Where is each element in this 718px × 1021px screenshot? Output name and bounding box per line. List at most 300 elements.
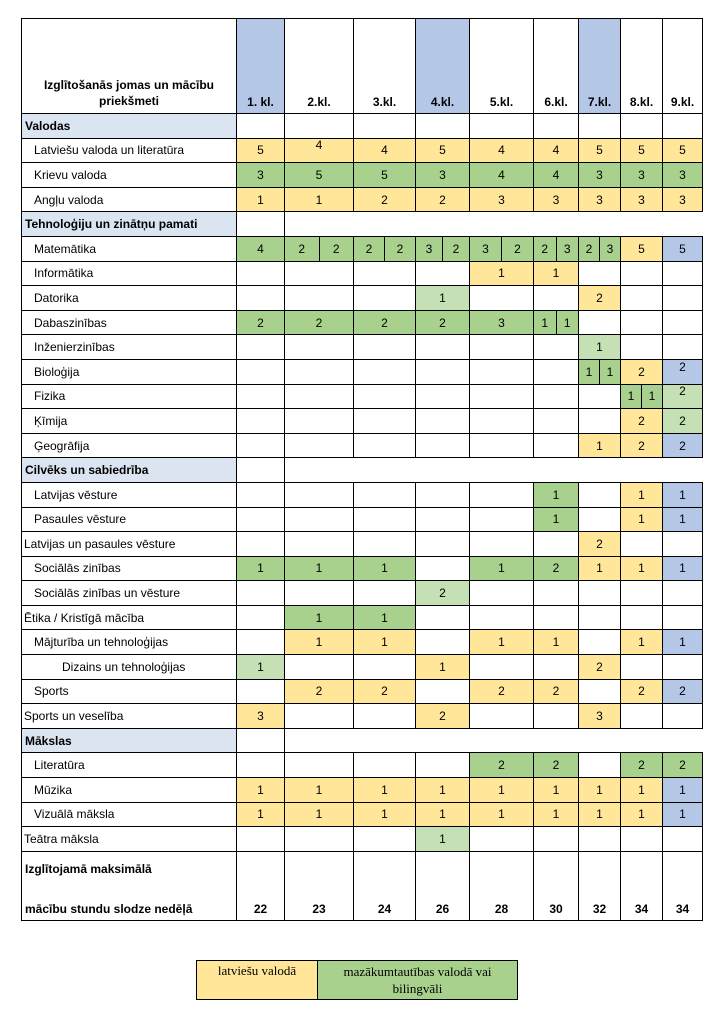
subject-row xyxy=(22,704,703,729)
hours-value: 1 xyxy=(679,512,686,527)
hours-value: 2 xyxy=(596,290,603,305)
hours-cell xyxy=(285,163,354,188)
hours-value: 2 xyxy=(679,758,686,773)
hours-cell xyxy=(579,482,621,507)
hours-cell xyxy=(621,138,663,163)
hours-value: 3 xyxy=(498,315,505,330)
subject-row xyxy=(22,556,703,581)
hours-value: 2 xyxy=(381,315,388,330)
hours-value: 1 xyxy=(439,832,446,847)
hours-cell xyxy=(579,679,621,704)
hours-cell xyxy=(534,704,579,729)
hours-cell xyxy=(285,433,354,458)
grade-header-1: 1. kl. xyxy=(237,19,285,114)
subject-row xyxy=(22,261,703,286)
hours-cell xyxy=(663,138,703,163)
hours-cell xyxy=(470,482,534,507)
hours-cell xyxy=(579,778,621,803)
hours-cell xyxy=(285,802,354,827)
section-title: Tehnoloģiju un zinātņu pamati xyxy=(22,212,237,237)
hours-cell xyxy=(354,753,416,778)
hours-value: 1 xyxy=(679,782,686,797)
hours-cell xyxy=(354,310,416,335)
hours-value: 2 xyxy=(498,758,505,773)
hours-cell xyxy=(416,605,470,630)
section-filler-cell xyxy=(621,458,663,483)
hours-cell xyxy=(354,261,416,286)
section-title: Cilvēks un sabiedrība xyxy=(22,458,237,483)
hours-cell xyxy=(621,433,663,458)
total-hours-cell: 22 xyxy=(237,886,285,921)
hours-value: 1 xyxy=(498,807,505,822)
grade-header-3: 3.kl. xyxy=(354,19,416,114)
total-hours-cell: 34 xyxy=(621,886,663,921)
hours-cell xyxy=(470,556,534,581)
subject-row xyxy=(22,359,703,384)
hours-cell xyxy=(354,507,416,532)
section-title: Valodas xyxy=(22,114,237,139)
hours-value: 4 xyxy=(552,143,560,158)
hours-cell xyxy=(285,409,354,434)
hours-cell xyxy=(579,163,621,188)
hours-value: 2 xyxy=(381,684,388,699)
split-hours-part: 2 xyxy=(319,237,354,261)
hours-cell xyxy=(534,163,579,188)
split-hours xyxy=(354,237,415,261)
totals-spacer-cell xyxy=(663,851,703,886)
hours-value: 1 xyxy=(439,290,446,305)
hours-cell xyxy=(354,532,416,557)
hours-value: 3 xyxy=(257,167,264,182)
hours-cell xyxy=(534,753,579,778)
hours-cell xyxy=(470,310,534,335)
hours-cell xyxy=(470,802,534,827)
subject-name: Ķīmija xyxy=(22,409,237,434)
hours-cell xyxy=(237,778,285,803)
hours-cell xyxy=(621,261,663,286)
hours-cell xyxy=(534,286,579,311)
subject-name: Teātra māksla xyxy=(22,827,237,852)
hours-value: 1 xyxy=(381,610,388,625)
hours-cell xyxy=(534,433,579,458)
subject-row xyxy=(22,655,703,680)
hours-cell xyxy=(470,187,534,212)
hours-value: 1 xyxy=(315,610,323,625)
hours-cell xyxy=(354,556,416,581)
hours-value: 1 xyxy=(381,635,388,650)
hours-value: 3 xyxy=(638,167,645,182)
hours-cell xyxy=(354,138,416,163)
hours-cell xyxy=(416,335,470,360)
subject-row xyxy=(22,581,703,606)
hours-cell xyxy=(285,236,354,261)
hours-cell xyxy=(354,778,416,803)
hours-value: 1 xyxy=(315,561,323,576)
hours-cell xyxy=(470,507,534,532)
section-filler-cell xyxy=(663,458,703,483)
hours-value: 2 xyxy=(439,586,446,601)
hours-cell xyxy=(534,310,579,335)
subject-row xyxy=(22,605,703,630)
hours-cell xyxy=(470,827,534,852)
hours-cell xyxy=(285,310,354,335)
split-hours xyxy=(621,385,662,409)
header-row xyxy=(22,19,703,114)
subject-row xyxy=(22,236,703,261)
hours-cell xyxy=(470,605,534,630)
hours-cell xyxy=(416,482,470,507)
section-row-valodas xyxy=(22,114,703,139)
hours-cell xyxy=(354,581,416,606)
subject-name: Latviešu valoda un literatūra xyxy=(22,138,237,163)
hours-cell xyxy=(285,187,354,212)
hours-cell xyxy=(237,384,285,409)
hours-cell xyxy=(237,704,285,729)
subject-name: Dizains un tehnoloģijas xyxy=(22,655,237,680)
hours-value: 2 xyxy=(315,315,323,330)
hours-value: 1 xyxy=(596,561,603,576)
section-filler-cell xyxy=(285,212,354,237)
hours-cell xyxy=(579,556,621,581)
subject-row xyxy=(22,827,703,852)
hours-cell xyxy=(285,630,354,655)
section-filler-cell xyxy=(579,728,621,753)
hours-value: 1 xyxy=(257,807,264,822)
hours-value: 1 xyxy=(257,782,264,797)
subject-name: Sports xyxy=(22,679,237,704)
hours-cell xyxy=(354,655,416,680)
subject-name: Latvijas vēsture xyxy=(22,482,237,507)
subject-name: Fizika xyxy=(22,384,237,409)
hours-cell xyxy=(354,335,416,360)
hours-cell xyxy=(237,655,285,680)
split-hours xyxy=(579,237,620,261)
section-filler-cell xyxy=(534,114,579,139)
hours-value: 2 xyxy=(638,364,645,379)
hours-cell xyxy=(621,556,663,581)
hours-cell xyxy=(470,409,534,434)
hours-value: 4 xyxy=(381,143,388,158)
hours-cell xyxy=(237,286,285,311)
hours-cell xyxy=(285,335,354,360)
hours-value: 4 xyxy=(552,167,560,182)
hours-cell xyxy=(534,778,579,803)
hours-cell xyxy=(621,409,663,434)
hours-value: 2 xyxy=(638,438,645,453)
hours-value: 2 xyxy=(439,315,446,330)
split-hours xyxy=(534,237,578,261)
hours-cell xyxy=(416,581,470,606)
hours-cell xyxy=(470,778,534,803)
subject-name: Sociālās zinības un vēsture xyxy=(22,581,237,606)
hours-value: 2 xyxy=(679,413,686,428)
hours-cell xyxy=(621,679,663,704)
hours-cell xyxy=(416,802,470,827)
hours-cell xyxy=(237,163,285,188)
hours-cell xyxy=(621,655,663,680)
section-filler-cell xyxy=(579,458,621,483)
section-filler-cell xyxy=(621,212,663,237)
subject-row xyxy=(22,384,703,409)
hours-cell xyxy=(237,310,285,335)
hours-value: 1 xyxy=(381,561,388,576)
hours-cell xyxy=(354,827,416,852)
hours-value: 2 xyxy=(679,359,686,374)
hours-cell xyxy=(354,482,416,507)
hours-cell xyxy=(416,409,470,434)
grade-header-7: 7.kl. xyxy=(579,19,621,114)
total-hours-cell: 30 xyxy=(534,886,579,921)
hours-cell xyxy=(416,163,470,188)
subject-row xyxy=(22,187,703,212)
hours-cell xyxy=(416,138,470,163)
hours-value: 1 xyxy=(439,807,446,822)
hours-value: 1 xyxy=(315,782,323,797)
section-filler-cell xyxy=(663,212,703,237)
hours-cell xyxy=(470,384,534,409)
hours-cell xyxy=(579,286,621,311)
subject-name: Krievu valoda xyxy=(22,163,237,188)
totals-row-label xyxy=(22,851,703,886)
total-hours-cell: 32 xyxy=(579,886,621,921)
section-filler-cell xyxy=(579,114,621,139)
hours-cell xyxy=(579,532,621,557)
hours-value: 2 xyxy=(498,684,505,699)
hours-cell xyxy=(470,581,534,606)
hours-value: 5 xyxy=(381,167,388,182)
subject-row xyxy=(22,753,703,778)
hours-value: 2 xyxy=(552,758,560,773)
hours-cell xyxy=(579,753,621,778)
hours-cell xyxy=(470,163,534,188)
hours-cell xyxy=(416,630,470,655)
hours-cell xyxy=(579,802,621,827)
curriculum-table xyxy=(21,18,703,921)
hours-cell xyxy=(663,384,703,409)
hours-value: 2 xyxy=(381,192,388,207)
hours-cell xyxy=(621,187,663,212)
hours-cell xyxy=(416,236,470,261)
hours-cell xyxy=(534,261,579,286)
subject-row xyxy=(22,310,703,335)
hours-cell xyxy=(237,236,285,261)
split-hours-part: 2 xyxy=(585,241,593,256)
grade-header-5: 5.kl. xyxy=(470,19,534,114)
hours-cell xyxy=(534,482,579,507)
hours-value: 1 xyxy=(679,561,686,576)
section-filler-cell xyxy=(354,728,416,753)
hours-cell xyxy=(534,827,579,852)
hours-cell xyxy=(470,236,534,261)
section-row-makslas xyxy=(22,728,703,753)
section-row-tehnologijas xyxy=(22,212,703,237)
subject-name: Latvijas un pasaules vēsture xyxy=(22,532,237,557)
hours-cell xyxy=(534,581,579,606)
hours-value: 5 xyxy=(596,143,603,158)
hours-value: 3 xyxy=(596,192,603,207)
subject-row xyxy=(22,482,703,507)
hours-cell xyxy=(534,335,579,360)
total-hours-cell: 24 xyxy=(354,886,416,921)
hours-value: 1 xyxy=(498,782,505,797)
totals-spacer-cell xyxy=(416,851,470,886)
totals-spacer-cell xyxy=(285,851,354,886)
hours-cell xyxy=(663,236,703,261)
grade-header-6: 6.kl. xyxy=(534,19,579,114)
hours-cell xyxy=(579,704,621,729)
subject-row xyxy=(22,163,703,188)
hours-value: 3 xyxy=(552,192,560,207)
split-hours xyxy=(285,237,353,261)
hours-value: 1 xyxy=(596,340,603,355)
hours-cell xyxy=(237,359,285,384)
split-hours-part: 2 xyxy=(442,237,469,261)
subject-row xyxy=(22,286,703,311)
total-hours-cell: 28 xyxy=(470,886,534,921)
subject-name: Matemātika xyxy=(22,236,237,261)
hours-cell xyxy=(237,753,285,778)
split-hours-part: 2 xyxy=(541,241,549,256)
hours-cell xyxy=(237,802,285,827)
subject-name: Informātika xyxy=(22,261,237,286)
section-filler-cell xyxy=(416,114,470,139)
subject-row xyxy=(22,409,703,434)
hours-cell xyxy=(354,359,416,384)
hours-cell xyxy=(470,679,534,704)
grade-header-4: 4.kl. xyxy=(416,19,470,114)
hours-cell xyxy=(534,802,579,827)
hours-cell xyxy=(621,286,663,311)
hours-cell xyxy=(354,187,416,212)
split-hours-part: 2 xyxy=(298,241,306,256)
hours-cell xyxy=(663,359,703,384)
subject-name: Mājturība un tehnoloģijas xyxy=(22,630,237,655)
totals-spacer-cell xyxy=(579,851,621,886)
hours-cell xyxy=(534,236,579,261)
section-filler-cell xyxy=(470,114,534,139)
section-filler-cell xyxy=(354,458,416,483)
hours-cell xyxy=(285,679,354,704)
hours-value: 1 xyxy=(439,659,446,674)
total-hours-cell: 34 xyxy=(663,886,703,921)
hours-cell xyxy=(416,310,470,335)
hours-cell xyxy=(534,507,579,532)
hours-value: 4 xyxy=(315,138,323,153)
section-filler-cell xyxy=(534,458,579,483)
hours-cell xyxy=(416,532,470,557)
hours-cell xyxy=(237,630,285,655)
split-hours xyxy=(579,360,620,384)
hours-value: 1 xyxy=(498,635,505,650)
hours-cell xyxy=(470,630,534,655)
hours-cell xyxy=(237,827,285,852)
hours-value: 4 xyxy=(498,167,505,182)
split-hours-part: 1 xyxy=(556,311,579,335)
split-hours-part: 2 xyxy=(384,237,415,261)
hours-cell xyxy=(621,335,663,360)
hours-cell xyxy=(285,556,354,581)
subject-row xyxy=(22,507,703,532)
hours-cell xyxy=(470,704,534,729)
hours-cell xyxy=(354,286,416,311)
hours-cell xyxy=(354,384,416,409)
hours-cell xyxy=(579,507,621,532)
hours-value: 1 xyxy=(638,807,645,822)
hours-cell xyxy=(663,630,703,655)
hours-cell xyxy=(470,261,534,286)
hours-cell xyxy=(237,532,285,557)
hours-cell xyxy=(621,310,663,335)
hours-cell xyxy=(416,556,470,581)
subject-name: Ētika / Kristīgā mācība xyxy=(22,605,237,630)
hours-cell xyxy=(237,679,285,704)
hours-cell xyxy=(579,335,621,360)
hours-cell xyxy=(237,261,285,286)
hours-value: 5 xyxy=(638,241,645,256)
split-hours-part: 3 xyxy=(599,237,620,261)
hours-cell xyxy=(534,532,579,557)
split-hours-part: 1 xyxy=(541,315,549,330)
hours-value: 2 xyxy=(679,684,686,699)
hours-cell xyxy=(285,532,354,557)
hours-cell xyxy=(579,261,621,286)
split-hours-part: 3 xyxy=(556,237,579,261)
split-hours-part: 1 xyxy=(585,364,593,379)
split-hours xyxy=(470,237,533,261)
totals-spacer-cell xyxy=(470,851,534,886)
hours-cell xyxy=(416,384,470,409)
hours-cell xyxy=(663,335,703,360)
section-filler-cell xyxy=(237,212,285,237)
subject-row xyxy=(22,532,703,557)
section-filler-cell xyxy=(237,728,285,753)
hours-value: 1 xyxy=(315,807,323,822)
section-filler-cell xyxy=(416,212,470,237)
split-hours-part: 3 xyxy=(482,241,489,256)
hours-cell xyxy=(534,605,579,630)
subject-row xyxy=(22,778,703,803)
subject-name: Sports un veselība xyxy=(22,704,237,729)
totals-label-line2: mācību stundu slodze nedēļā xyxy=(22,886,237,921)
hours-value: 1 xyxy=(552,807,560,822)
total-hours-cell: 26 xyxy=(416,886,470,921)
hours-cell xyxy=(237,187,285,212)
hours-cell xyxy=(237,605,285,630)
hours-cell xyxy=(579,384,621,409)
subject-name: Literatūra xyxy=(22,753,237,778)
hours-value: 2 xyxy=(638,758,645,773)
hours-cell xyxy=(621,384,663,409)
hours-cell xyxy=(579,433,621,458)
hours-cell xyxy=(285,359,354,384)
hours-value: 3 xyxy=(679,167,686,182)
hours-cell xyxy=(621,827,663,852)
hours-value: 1 xyxy=(552,487,560,502)
hours-value: 1 xyxy=(552,266,560,281)
hours-cell xyxy=(470,753,534,778)
hours-value: 1 xyxy=(257,659,264,674)
hours-cell xyxy=(285,138,354,163)
hours-cell xyxy=(621,482,663,507)
hours-cell xyxy=(237,433,285,458)
section-filler-cell xyxy=(285,728,354,753)
hours-value: 1 xyxy=(498,266,505,281)
section-filler-cell xyxy=(354,114,416,139)
hours-value: 4 xyxy=(257,241,264,256)
hours-cell xyxy=(663,704,703,729)
subject-row xyxy=(22,630,703,655)
hours-value: 2 xyxy=(552,684,560,699)
